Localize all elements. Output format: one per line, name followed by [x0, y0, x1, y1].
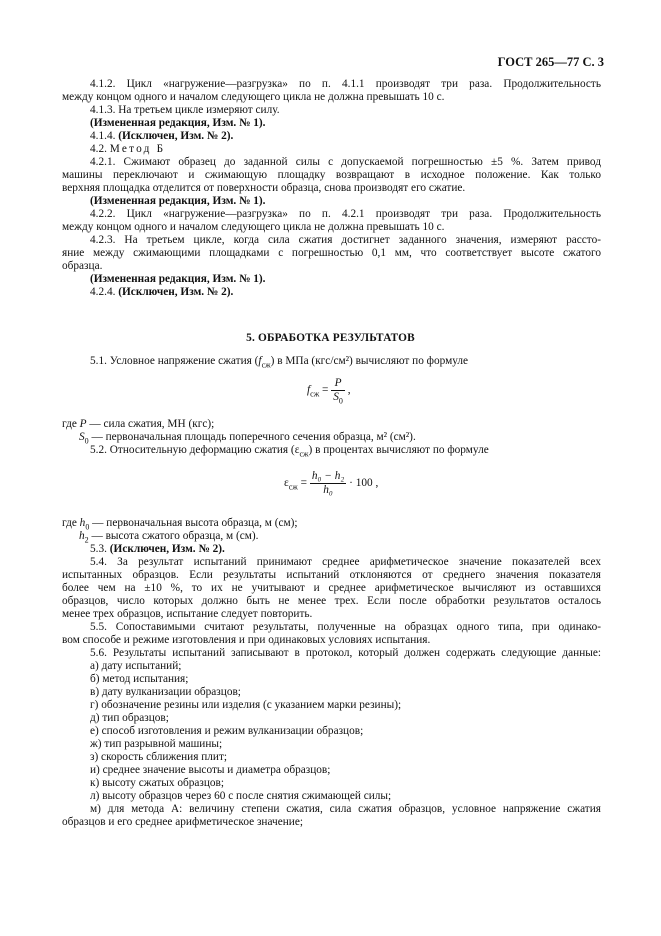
list-item: к) высоту сжатых образцов;	[90, 777, 225, 789]
text: — первоначальная площадь поперечного сечения образца, м² (см²).	[88, 431, 416, 443]
list-item: г) обозначение резины или изделия (с указанием марки резины);	[90, 699, 402, 711]
where-line-P	[62, 418, 214, 431]
variable: h	[79, 517, 86, 529]
subscript: 0	[85, 522, 90, 532]
subscript: сж	[299, 449, 309, 459]
equals-sign: =	[297, 477, 310, 490]
list-item: з) скорость сближения плит;	[90, 751, 228, 763]
variable: P	[79, 418, 87, 430]
paragraph-4-1-2-line2: между концом одного и началом следующего цикла не должна превышать 10 с.	[62, 91, 445, 103]
punctuation: ,	[344, 384, 351, 397]
list-item: л) высоту образцов через 60 с после снятия сжимающей силы;	[90, 790, 392, 802]
fraction	[331, 377, 345, 404]
paragraph-4-2-3-line2: яние между сжимающими площадками с погрешностью 0,1 мм, что соответствует высоте сжатого	[62, 247, 601, 259]
list-item: в) дату вулканизации образцов;	[90, 686, 241, 698]
paragraph-4-2-heading	[90, 143, 165, 156]
paragraph-4-2-1-line1: 4.2.1. Сжимают образец до заданной силы с допускаемой погрешностью ±5 %. Затем привод	[90, 156, 601, 168]
paragraph-5-5-line2: вом способе и режиме изготовления и при одинаковых условиях испытания.	[62, 634, 431, 646]
method-b-title: Метод Б	[109, 143, 166, 155]
paragraph-number: 4.2.4.	[90, 286, 116, 298]
where-line-S0	[79, 431, 416, 444]
variable: ε	[284, 477, 289, 490]
numerator: h₀ − h₂	[311, 470, 345, 482]
page-header: ГОСТ 265—77 С. 3	[497, 55, 604, 69]
paragraph-4-2-2-line2: между концом одного и началом следующего цикла не должна превышать 10 с.	[62, 221, 445, 233]
subscript: сж	[261, 360, 271, 370]
paragraph-4-2-2-line1: 4.2.2. Цикл «нагружение—разгрузка» по п. 4.2.1 производят три раза. Продолжительность	[90, 208, 601, 220]
text: 5.2. Относительную деформацию сжатия (ε	[90, 444, 300, 456]
variable: S	[333, 391, 339, 403]
text: — сила сжатия, МН (кгс);	[86, 418, 215, 430]
formula-deformation	[284, 470, 378, 497]
subscript: 0	[338, 396, 343, 406]
amendment-note-3: (Измененная редакция, Изм. № 1).	[90, 273, 266, 285]
list-item: и) среднее значение высоты и диаметра образцов;	[90, 764, 331, 776]
paragraph-5-3	[90, 543, 225, 556]
list-item-m-line2: образцов и его среднее арифметическое значение;	[62, 816, 303, 828]
text: ) в МПа (кгс/см²) вычисляют по формуле	[270, 355, 469, 367]
paragraph-4-2-1-line3: верхняя площадка отделится от поверхности образца, снова производят его сжатие.	[62, 182, 466, 194]
equals-sign: =	[319, 384, 332, 397]
text: 5.1. Условное напряжение сжатия (	[90, 355, 259, 367]
multiplier: · 100 ,	[346, 477, 379, 490]
fraction	[310, 470, 346, 497]
subscript: 0	[84, 436, 89, 446]
variable: S	[79, 431, 85, 443]
list-item: б) метод испытания;	[90, 673, 189, 685]
paragraph-4-1-4	[90, 130, 233, 143]
formula-stress	[307, 377, 351, 404]
denominator	[331, 391, 345, 404]
amendment-note-2: (Измененная редакция, Изм. № 1).	[90, 195, 266, 207]
excluded-note: (Исключен, Изм. № 2).	[118, 130, 234, 142]
paragraph-number: 4.2.	[90, 143, 107, 155]
paragraph-5-2	[90, 444, 489, 457]
paragraph-5-4-line4: образцов, число которых должно быть не менее трех. Если после обработки результатов осталось	[62, 595, 601, 607]
variable: h	[79, 530, 85, 542]
text: где	[62, 517, 80, 529]
list-item-m-line1: м) для метода А: величину степени сжатия, сила сжатия образцов, условное напряжение сжатия	[90, 803, 601, 815]
paragraph-5-4-line3: более чем на ±10 %, то их не учитывают и среднее арифметическое вычисляют из оставшихся	[62, 582, 601, 594]
paragraph-5-6: 5.6. Результаты испытаний записывают в протокол, который должен содержать следующие данные:	[90, 647, 601, 659]
text: — высота сжатого образца, м (см).	[88, 530, 259, 542]
text: где	[62, 418, 80, 430]
excluded-note: (Исключен, Изм. № 2).	[109, 543, 225, 555]
subscript: сж	[288, 482, 298, 492]
list-item: а) дату испытаний;	[90, 660, 182, 672]
section-title: 5. ОБРАБОТКА РЕЗУЛЬТАТОВ	[246, 332, 415, 344]
text: ) в процентах вычисляют по формуле	[308, 444, 489, 456]
variable: f	[307, 384, 311, 397]
subscript: 2	[84, 535, 89, 545]
excluded-note: (Исключен, Изм. № 2).	[118, 286, 234, 298]
where-line-h0	[62, 517, 298, 530]
subscript: сж	[310, 389, 320, 399]
paragraph-4-1-2-line1: 4.1.2. Цикл «нагружение—разгрузка» по п. 4.1.1 производят три раза. Продолжительность	[90, 78, 601, 90]
paragraph-5-4-line2: испытанных образцов. Если результаты испытаний отклоняются от среднего значения показателя	[62, 569, 601, 581]
paragraph-5-1	[90, 355, 468, 368]
paragraph-number: 5.3.	[90, 543, 107, 555]
paragraph-4-2-4	[90, 286, 233, 299]
paragraph-4-2-3-line3: образца.	[62, 260, 103, 272]
text: — первоначальная высота образца, м (см);	[89, 517, 298, 529]
numerator: P	[331, 377, 345, 391]
list-item: д) тип образцов;	[90, 712, 169, 724]
paragraph-5-4-line1: 5.4. За результат испытаний принимают среднее арифметическое значение показателей всех	[90, 556, 601, 568]
variable: f	[258, 355, 262, 367]
denominator: h₀	[323, 484, 333, 496]
amendment-note-1: (Измененная редакция, Изм. № 1).	[90, 117, 266, 129]
paragraph-5-4-line5: менее трех образцов, испытание следует повторить.	[62, 608, 313, 620]
paragraph-4-1-3: 4.1.3. На третьем цикле измеряют силу.	[90, 104, 280, 116]
paragraph-5-5-line1: 5.5. Сопоставимыми считают результаты, полученные на образцах одного типа, при одинако-	[90, 621, 601, 633]
paragraph-4-2-1-line2: машины переключают и сжимающую площадку возвращают в исходное положение. Как только	[62, 169, 601, 181]
list-item: е) способ изготовления и режим вулканизации образцов;	[90, 725, 364, 737]
list-item: ж) тип разрывной машины;	[90, 738, 223, 750]
where-line-h2	[79, 530, 258, 543]
paragraph-4-2-3-line1: 4.2.3. На третьем цикле, когда сила сжатия достигнет заданного значения, измеряют рассто-	[90, 234, 601, 246]
paragraph-number: 4.1.4.	[90, 130, 116, 142]
